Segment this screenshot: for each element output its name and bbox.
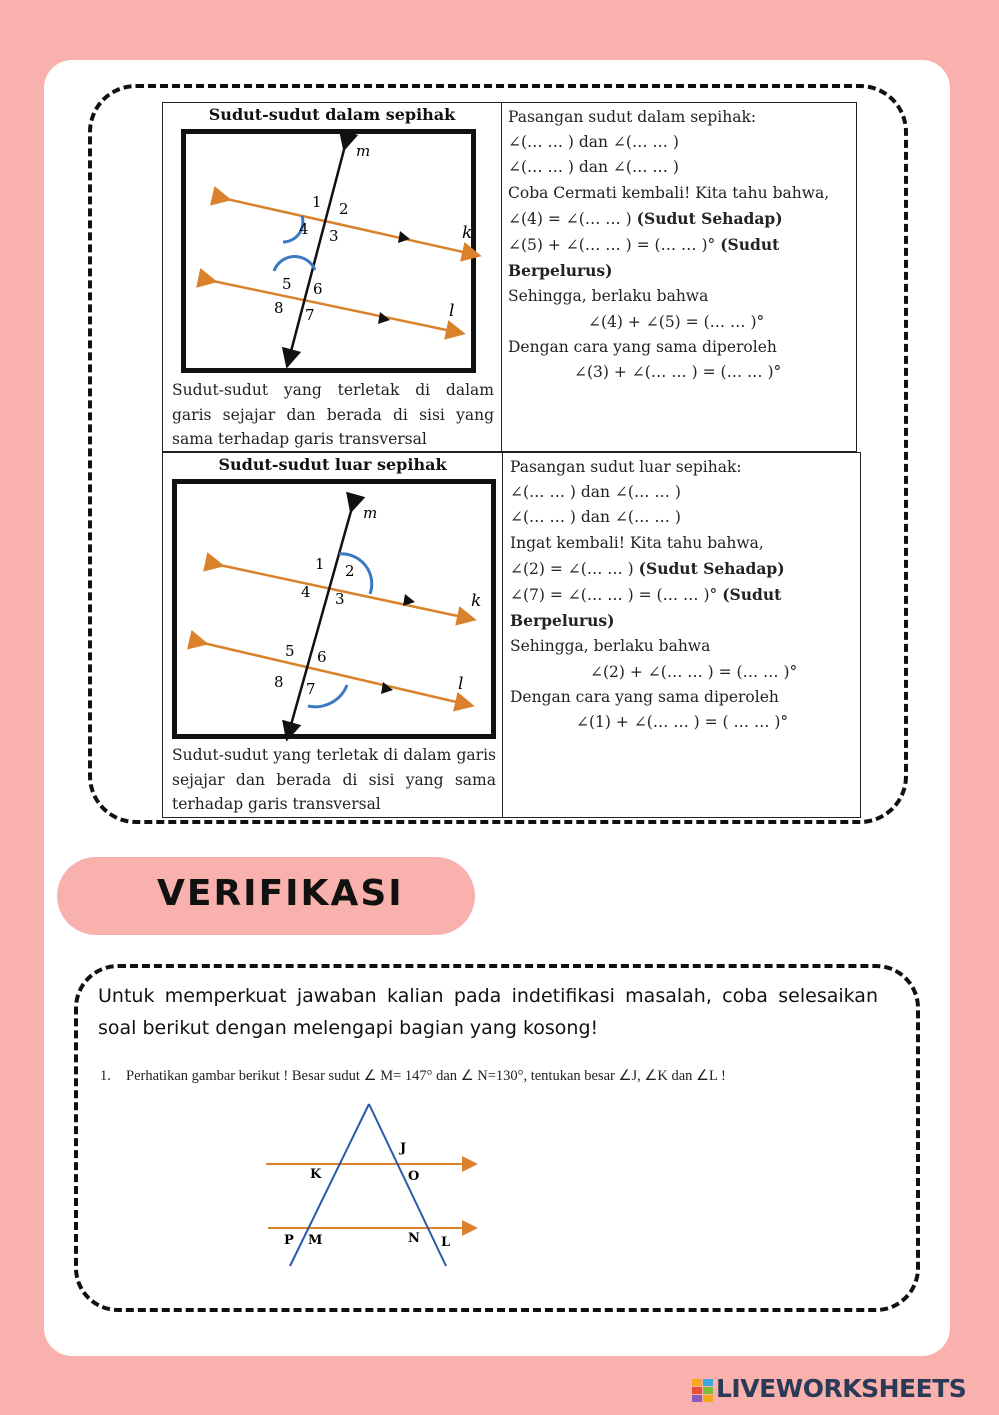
angle-label-1: 1 [315,555,325,573]
blank-pair: ∠(… … ) dan ∠(… … ) [510,483,681,502]
equation-line [508,206,848,232]
angle-label-5: 5 [285,642,295,660]
angle-arc-2 [339,554,372,594]
triangle-left-side [290,1104,369,1266]
reason-label-cont [510,608,852,634]
equation-line: ∠(2) + ∠(… … ) = (… … )° [590,662,798,681]
point-label-P: P [284,1233,294,1248]
table-right-cell [502,453,860,817]
angle-label-3: 3 [329,227,339,245]
brand-name: LIVEWORKSHEETS [716,1374,967,1403]
point-label-M: M [308,1233,323,1248]
angle-label-4: 4 [301,583,311,601]
angle-label-7: 7 [306,680,316,698]
reason-label: (Sudut [720,235,780,255]
parallel-mark-k [403,594,415,606]
table-left-cell [163,103,502,451]
table-sudut-luar-sepihak [162,452,861,818]
parallel-mark-k [398,231,410,243]
table-sudut-dalam-sepihak [162,102,857,452]
triangle-figure [250,1102,590,1272]
section-title: Sudut-sudut luar sepihak [218,455,447,474]
reason-label: (Sudut Sehadap) [636,208,783,228]
point-label-L: L [441,1235,451,1250]
line-l [199,642,465,704]
text-line: Coba Cermati kembali! Kita tahu bahwa, [508,183,830,202]
angle-label-2: 2 [345,562,355,580]
point-label-K: K [310,1167,322,1182]
liveworksheets-logo-icon [692,1379,714,1403]
table-right-cell [500,103,856,451]
angle-label-3: 3 [335,590,345,608]
figure-frame [181,129,476,373]
angle-label-8: 8 [274,673,284,691]
text-line: Dengan cara yang sama diperoleh [510,687,779,706]
label-l: l [458,674,464,694]
label-m: m [356,142,371,160]
liveworksheets-logo[interactable] [692,1374,992,1408]
section-caption: Sudut-sudut yang terletak di dalam garis sejajar dan berada di sisi yang sama terhadap garis transversal [172,381,494,448]
angle-label-5: 5 [282,275,292,293]
equation: ∠(7) = ∠(… … ) = (… … )° [510,586,718,605]
text-line: Pasangan sudut luar sepihak: [510,458,742,476]
angle-label-1: 1 [312,193,322,211]
angle-label-7: 7 [305,306,315,324]
angle-label-6: 6 [313,280,323,298]
reason-label: (Sudut [722,585,782,605]
text-line: Pasangan sudut dalam sepihak: [508,108,757,126]
angle-label-8: 8 [274,299,284,317]
verifikasi-heading-pill [57,857,475,935]
question-number: 1. [100,1068,111,1084]
equation-line [508,232,848,258]
verifikasi-heading: VERIFIKASI [157,873,404,914]
line-l [208,280,456,332]
figure-frame [172,479,496,739]
parallel-lines-figure [177,484,491,734]
equation: ∠(2) = ∠(… … ) [510,559,634,578]
line-m [289,142,346,359]
text-line: Sehingga, berlaku bahwa [508,287,709,306]
text-line: Ingat kembali! Kita tahu bahwa, [510,533,764,552]
blank-pair: ∠(… … ) dan ∠(… … ) [508,158,679,177]
equation-line [510,556,852,582]
angle-label-2: 2 [339,200,349,218]
label-l: l [449,301,455,321]
equation: ∠(5) + ∠(… … ) = (… … )° [508,236,716,255]
angle-label-6: 6 [317,648,327,666]
point-label-J: J [400,1141,407,1156]
label-k: k [462,223,473,243]
reason-label: Berpelurus) [510,611,615,631]
parallel-lines-figure [186,134,471,368]
question-text: Perhatikan gambar berikut ! Besar sudut ∠ M= 147° dan ∠ N=130°, tentukan besar ∠J, ∠K dan ∠L ! [126,1068,726,1084]
equation-line: ∠(3) + ∠(… … ) = (… … )° [574,363,782,382]
blank-pair: ∠(… … ) dan ∠(… … ) [510,508,681,527]
blank-pair: ∠(… … ) dan ∠(… … ) [508,133,679,152]
section-title: Sudut-sudut dalam sepihak [208,105,456,124]
point-label-N: N [408,1231,420,1246]
verifikasi-instruction: Untuk memperkuat jawaban kalian pada indetifikasi masalah, coba selesaikan soal berikut dengan melengapi bagian yang kosong! [98,985,878,1039]
label-m: m [363,504,378,522]
equation: ∠(4) = ∠(… … ) [508,209,632,228]
point-label-O: O [408,1169,420,1184]
equation-line: ∠(1) + ∠(… … ) = ( … … )° [576,713,789,732]
angle-arc-5 [274,256,315,271]
label-k: k [471,591,482,611]
text-line: Dengan cara yang sama diperoleh [508,337,777,356]
text-line: Sehingga, berlaku bahwa [510,637,711,656]
reason-label-cont [508,258,848,284]
angle-label-4: 4 [299,220,309,238]
section-caption: Sudut-sudut yang terletak di dalam garis sejajar dan berada di sisi yang sama terhadap garis transversal [172,746,496,813]
question-block [100,1066,740,1281]
line-m [289,504,353,732]
equation-line [510,582,852,608]
table-left-cell [163,453,503,817]
equation-line: ∠(4) + ∠(5) = (… … )° [588,312,765,331]
reason-label: (Sudut Sehadap) [638,558,785,578]
reason-label: Berpelurus) [508,261,613,281]
